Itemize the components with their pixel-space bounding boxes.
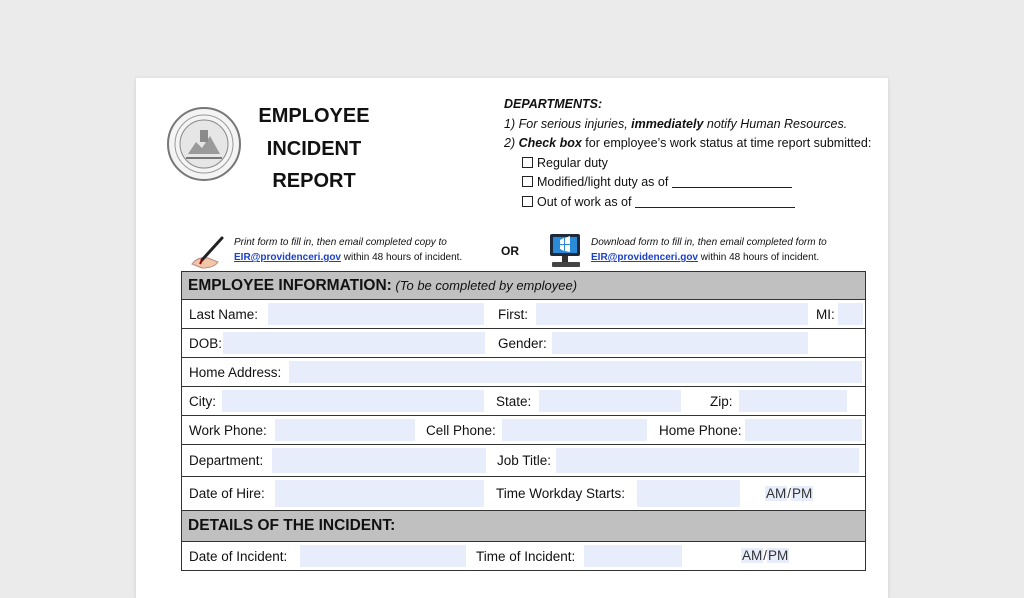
job-title-input[interactable] [556,448,859,473]
option-regular-duty: Regular duty [504,154,894,174]
employee-info-section-header: EMPLOYEE INFORMATION: (To be completed by employee) [182,272,866,300]
title-line-1: EMPLOYEE [258,105,370,127]
mi-label: MI: [816,307,835,322]
state-label: State: [496,394,532,409]
work-phone-input[interactable] [275,419,415,441]
or-separator: OR [501,244,519,258]
modified-duty-date-field[interactable] [672,187,792,188]
phone-row [182,416,865,444]
zip-input[interactable] [739,390,847,412]
dob-input[interactable] [223,332,485,354]
department-label: Department: [189,453,264,468]
work-phone-label: Work Phone: [189,423,267,438]
city-input[interactable] [222,390,484,412]
time-workday-starts-label: Time Workday Starts: [496,486,626,501]
option-out-of-work: Out of work as of [504,193,894,213]
home-phone-label: Home Phone: [659,423,742,438]
modified-duty-checkbox[interactable] [522,176,533,187]
time-workday-starts-input[interactable] [637,480,740,507]
first-name-label: First: [498,307,528,322]
incident-date-row [182,542,865,570]
date-of-hire-label: Date of Hire: [189,486,265,501]
computer-icon [548,232,584,270]
regular-duty-checkbox[interactable] [522,157,533,168]
incident-section-header: DETAILS OF THE INCIDENT: [182,511,866,542]
email-link-left[interactable]: EIR@providenceri.gov [234,252,341,263]
name-row [182,300,865,328]
first-name-input[interactable] [536,303,808,325]
zip-label: Zip: [710,394,733,409]
department-row [182,445,865,476]
city-label: City: [189,394,216,409]
date-of-hire-input[interactable] [275,480,484,507]
department-input[interactable] [272,448,486,473]
time-of-incident-label: Time of Incident: [476,549,576,564]
dob-row [182,329,865,357]
workday-ampm-toggle[interactable]: AM/PM [766,486,813,501]
time-of-incident-input[interactable] [584,545,682,567]
hand-writing-icon [188,234,226,270]
print-instructions: Print form to fill in, then email completed copy to EIR@providenceri.gov within 48 hours of incident. [234,237,463,263]
dob-label: DOB: [189,336,223,351]
option-modified-duty: Modified/light duty as of [504,173,894,193]
home-address-row [182,358,865,386]
form-title [244,100,384,198]
home-phone-input[interactable] [745,419,862,441]
title-line-2: INCIDENT [266,137,362,160]
gender-label: Gender: [498,336,547,351]
gender-input[interactable] [552,332,808,354]
title-line-3: REPORT [272,170,356,192]
city-seal-icon [166,106,242,182]
city-row [182,387,865,415]
out-of-work-date-field[interactable] [657,207,795,208]
state-input[interactable] [539,390,681,412]
cell-phone-input[interactable] [502,419,647,441]
out-of-work-checkbox[interactable] [522,196,533,207]
job-title-label: Job Title: [497,453,552,468]
cell-phone-label: Cell Phone: [426,423,496,438]
employee-form-table [181,271,866,571]
last-name-label: Last Name: [189,307,259,322]
departments-heading: DEPARTMENTS: [504,97,603,111]
date-of-incident-input[interactable] [300,545,466,567]
departments-block [504,95,894,212]
mi-input[interactable] [838,303,863,325]
home-address-label: Home Address: [189,365,282,380]
date-of-incident-label: Date of Incident: [189,549,288,564]
department-instruction-1: 1) For serious injuries, immediately notify Human Resources. [504,116,848,131]
incident-ampm-toggle[interactable]: AM/PM [742,548,789,563]
hire-row [182,477,865,510]
form-page [136,78,888,598]
last-name-input[interactable] [268,303,484,325]
download-instructions: Download form to fill in, then email completed form to EIR@providenceri.gov within 48 hours of incident. [591,237,827,263]
department-instruction-2: 2) Check box for employee’s work status at time report submitted: [504,136,872,150]
email-link-right[interactable]: EIR@providenceri.gov [591,252,698,263]
home-address-input[interactable] [289,361,862,383]
